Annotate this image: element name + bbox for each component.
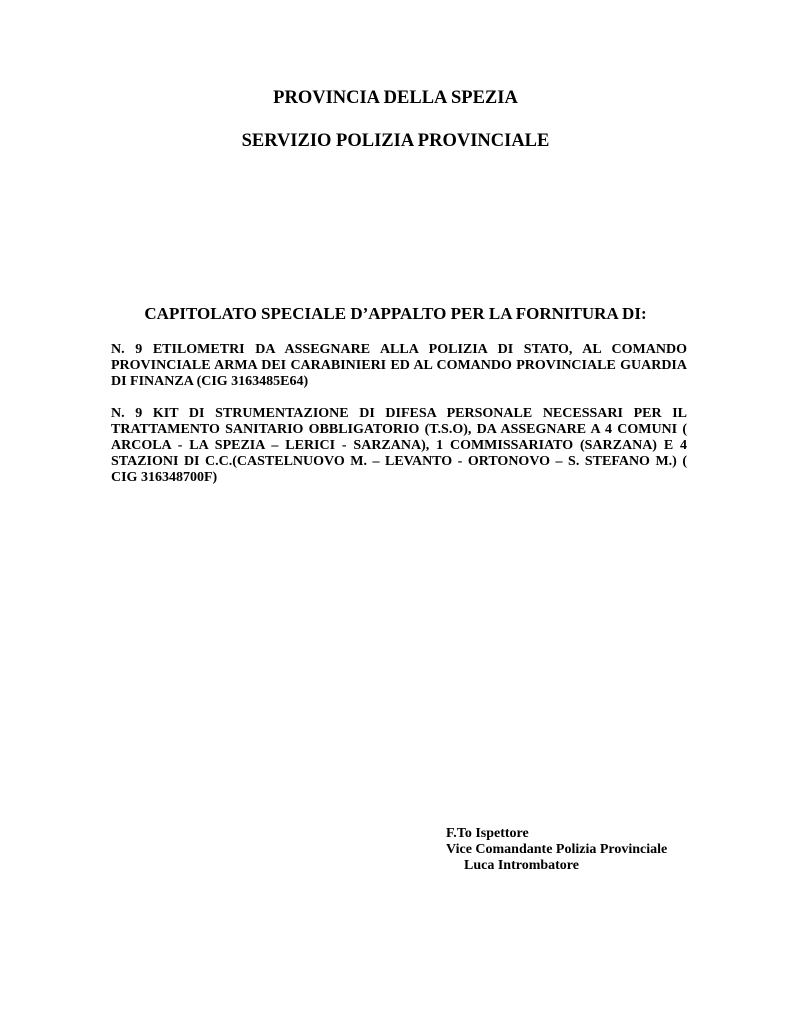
supply-item-defense-kits: N. 9 KIT DI STRUMENTAZIONE DI DIFESA PERSONALE NECESSARI PER IL TRATTAMENTO SANITARIO OBBLIGATORIO (T.S.O), DA ASSEGNARE A 4 COMUNI ( ARCOLA - LA SPEZIA – LERICI - SARZANA), 1 COMMISSARIATO (SARZANA) E 4 STAZIONI DI C.C.(CASTELNUOVO M. – LEVANTO - ORTONOVO – S. STEFANO M.) ( CIG 316348700F)	[111, 406, 687, 485]
document-title: PROVINCIA DELLA SPEZIA	[273, 88, 518, 108]
tender-heading: CAPITOLATO SPECIALE D’APPALTO PER LA FORNITURA DI:	[144, 304, 647, 323]
signature-line-name: Luca Intrombatore	[464, 858, 579, 873]
department-title: SERVIZIO POLIZIA PROVINCIALE	[241, 131, 550, 151]
signature-line-title: Vice Comandante Polizia Provinciale	[446, 842, 668, 857]
signature-block	[446, 826, 667, 874]
signature-line-role: F.To Ispettore	[446, 826, 529, 841]
supply-item-breathalyzers: N. 9 ETILOMETRI DA ASSEGNARE ALLA POLIZIA DI STATO, AL COMANDO PROVINCIALE ARMA DEI CARABINIERI ED AL COMANDO PROVINCIALE GUARDIA DI FINANZA (CIG 3163485E64)	[111, 342, 687, 389]
